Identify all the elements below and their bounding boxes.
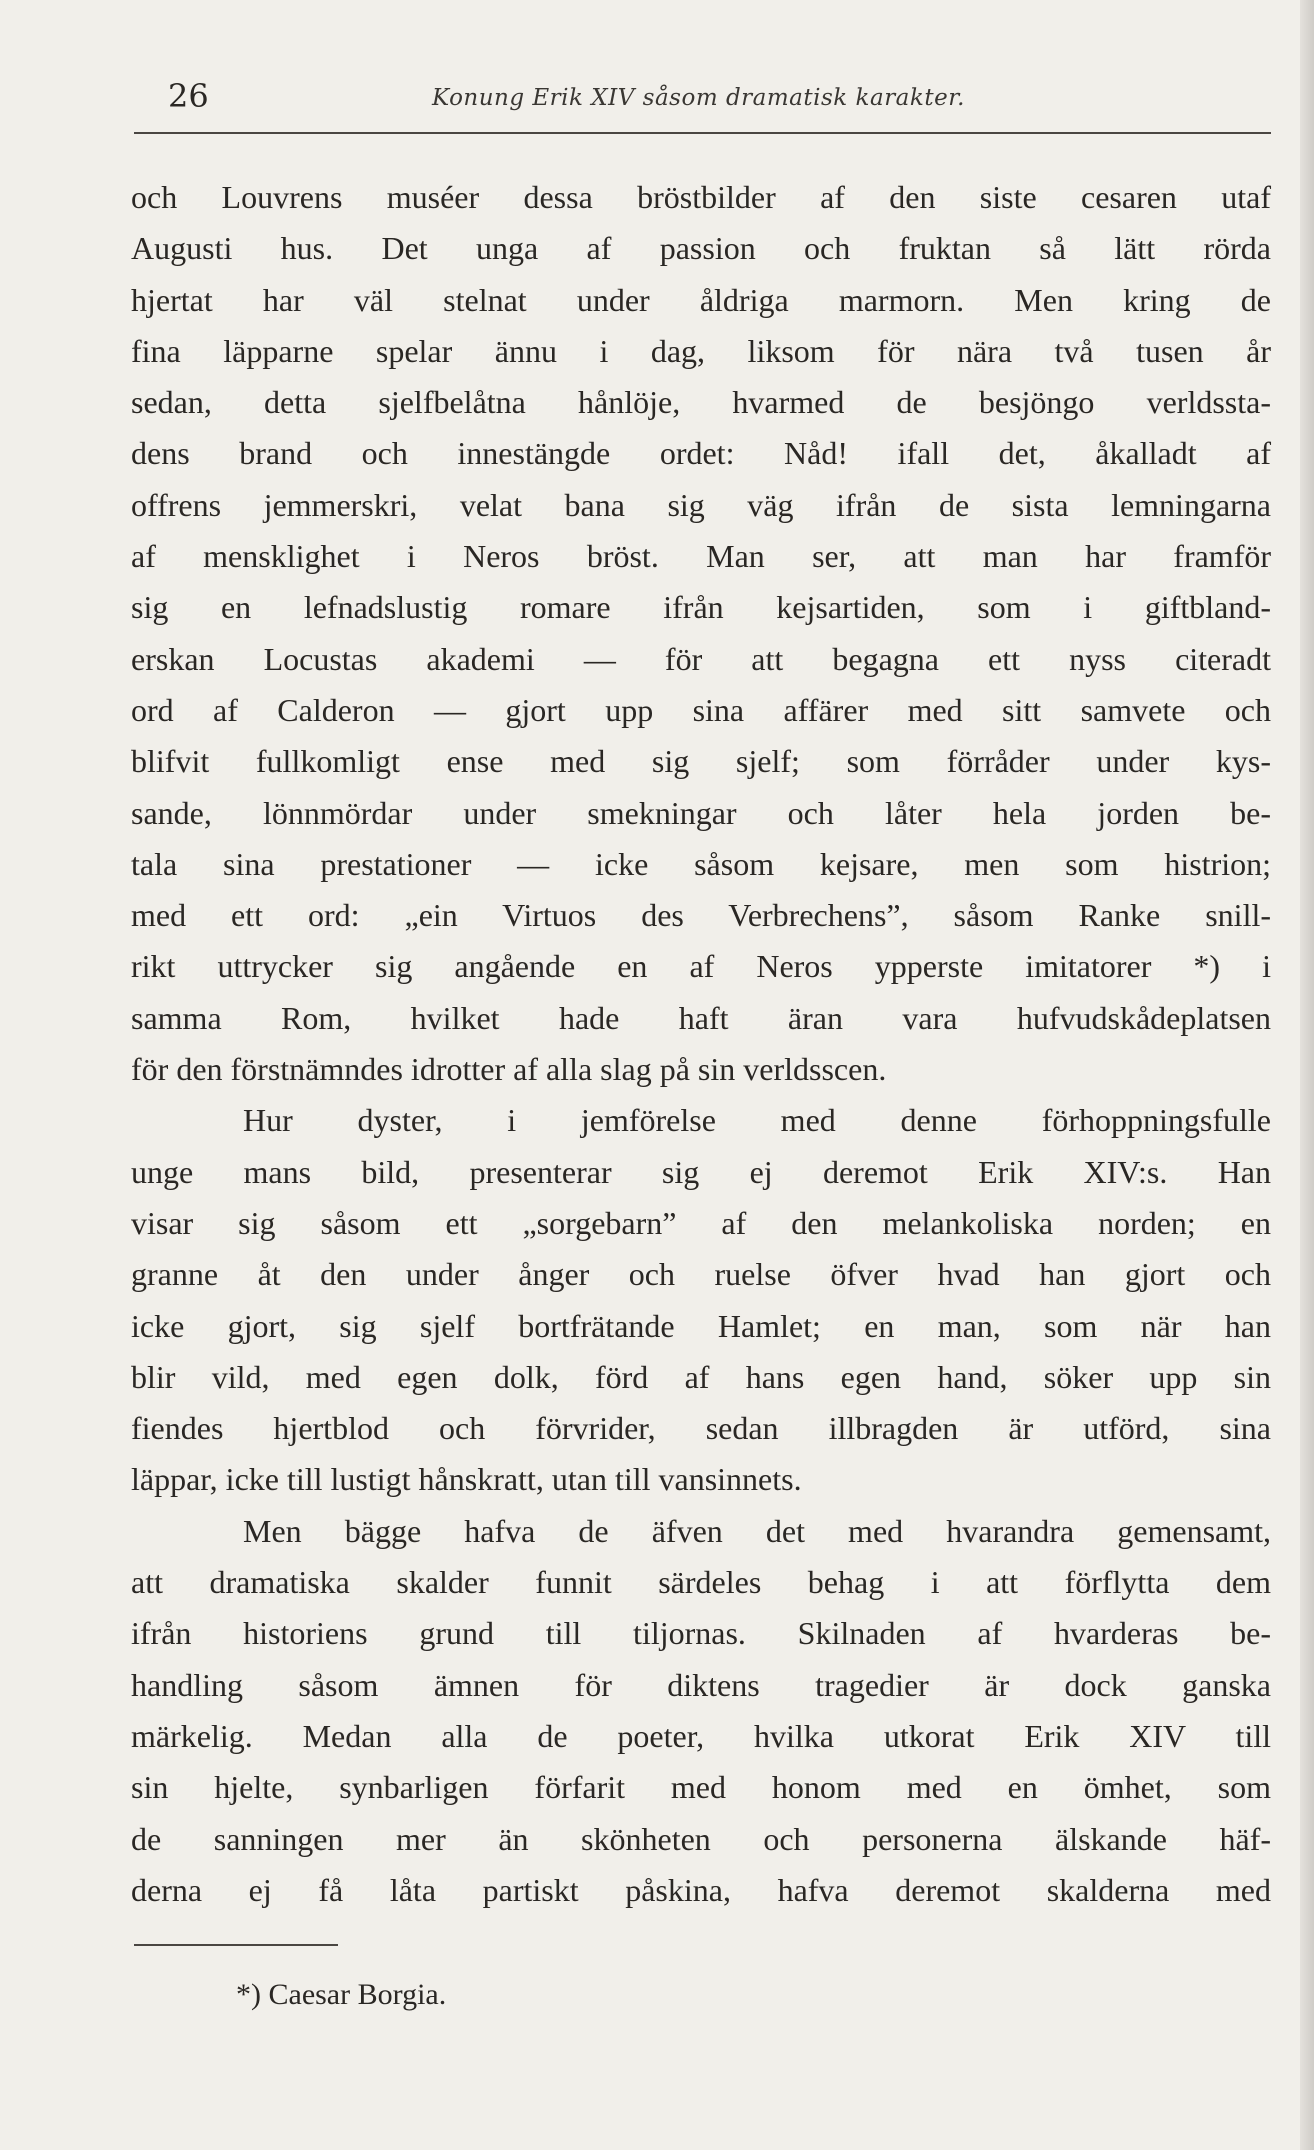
text-line: ord af Calderon — gjort upp sina affärer med sitt samvete och <box>131 691 1271 728</box>
text-line: de sanningen mer än skönheten och personerna älskande häf- <box>131 1820 1271 1857</box>
page-number: 26 <box>168 77 209 115</box>
text-line: sig en lefnadslustig romare ifrån kejsartiden, som i giftbland- <box>131 589 1271 626</box>
text-line: Men bägge hafva de äfven det med hvarandra gemensamt, <box>243 1512 1271 1549</box>
text-line: ifrån historiens grund till tiljornas. Skilnaden af hvarderas be- <box>131 1615 1271 1652</box>
text-line: blifvit fullkomligt ense med sig sjelf; som förråder under kys- <box>131 743 1271 780</box>
text-line: för den förstnämndes idrotter af alla slag på sin verldsscen. <box>131 1051 887 1088</box>
text-line: handling såsom ämnen för diktens tragedier är dock ganska <box>131 1666 1271 1703</box>
text-line: fiendes hjertblod och förvrider, sedan illbragden är utförd, sina <box>131 1410 1271 1447</box>
text-line: erskan Locustas akademi — för att begagna ett nyss citeradt <box>131 640 1271 677</box>
footnote-rule <box>134 1944 338 1946</box>
text-line: läppar, icke till lustigt hånskratt, utan till vansinnets. <box>131 1461 802 1498</box>
text-line: af mensklighet i Neros bröst. Man ser, att man har framför <box>131 538 1271 575</box>
text-line: Hur dyster, i jemförelse med denne förhoppningsfulle <box>243 1102 1271 1139</box>
text-line: märkelig. Medan alla de poeter, hvilka utkorat Erik XIV till <box>131 1717 1271 1754</box>
page-edge <box>1300 0 1314 2150</box>
text-line: fina läpparne spelar ännu i dag, liksom för nära två tusen år <box>131 332 1271 369</box>
body-text <box>131 172 1271 1916</box>
text-line: sande, lönnmördar under smekningar och låter hela jorden be- <box>131 794 1271 831</box>
text-line: Augusti hus. Det unga af passion och fruktan så lätt rörda <box>131 230 1271 267</box>
header-rule <box>134 132 1271 134</box>
text-line: blir vild, med egen dolk, förd af hans egen hand, söker upp sin <box>131 1358 1271 1395</box>
text-line: unge mans bild, presenterar sig ej deremot Erik XIV:s. Han <box>131 1153 1271 1190</box>
text-line: sedan, detta sjelfbelåtna hånlöje, hvarmed de besjöngo verldssta- <box>131 384 1271 421</box>
text-line: och Louvrens muséer dessa bröstbilder af den siste cesaren utaf <box>131 179 1271 215</box>
running-title: Konung Erik XIV såsom dramatisk karakter. <box>432 85 965 111</box>
text-line: icke gjort, sig sjelf bortfrätande Hamlet; en man, som när han <box>131 1307 1271 1344</box>
text-line: att dramatiska skalder funnit särdeles behag i att förflytta dem <box>131 1564 1271 1601</box>
text-line: samma Rom, hvilket hade haft äran vara hufvudskådeplatsen <box>131 999 1271 1036</box>
text-line: med ett ord: „ein Virtuos des Verbrechens”, såsom Ranke snill- <box>131 897 1271 934</box>
running-header <box>168 72 1268 122</box>
text-line: rikt uttrycker sig angående en af Neros ypperste imitatorer *) i <box>131 948 1271 985</box>
text-line: dens brand och innestängde ordet: Nåd! ifall det, åkalladt af <box>131 435 1271 472</box>
text-line: hjertat har väl stelnat under åldriga marmorn. Men kring de <box>131 281 1271 318</box>
text-line: granne åt den under ånger och ruelse öfver hvad han gjort och <box>131 1256 1271 1293</box>
text-line: derna ej få låta partiskt påskina, hafva deremot skalderna med <box>131 1871 1271 1908</box>
text-line: visar sig såsom ett „sorgebarn” af den melankoliska norden; en <box>131 1204 1271 1241</box>
footnote: *) Caesar Borgia. <box>236 1978 447 2011</box>
text-line: sin hjelte, synbarligen förfarit med honom med en ömhet, som <box>131 1769 1271 1806</box>
text-line: tala sina prestationer — icke såsom kejsare, men som histrion; <box>131 845 1271 882</box>
text-line: offrens jemmerskri, velat bana sig väg ifrån de sista lemningarna <box>131 486 1271 523</box>
